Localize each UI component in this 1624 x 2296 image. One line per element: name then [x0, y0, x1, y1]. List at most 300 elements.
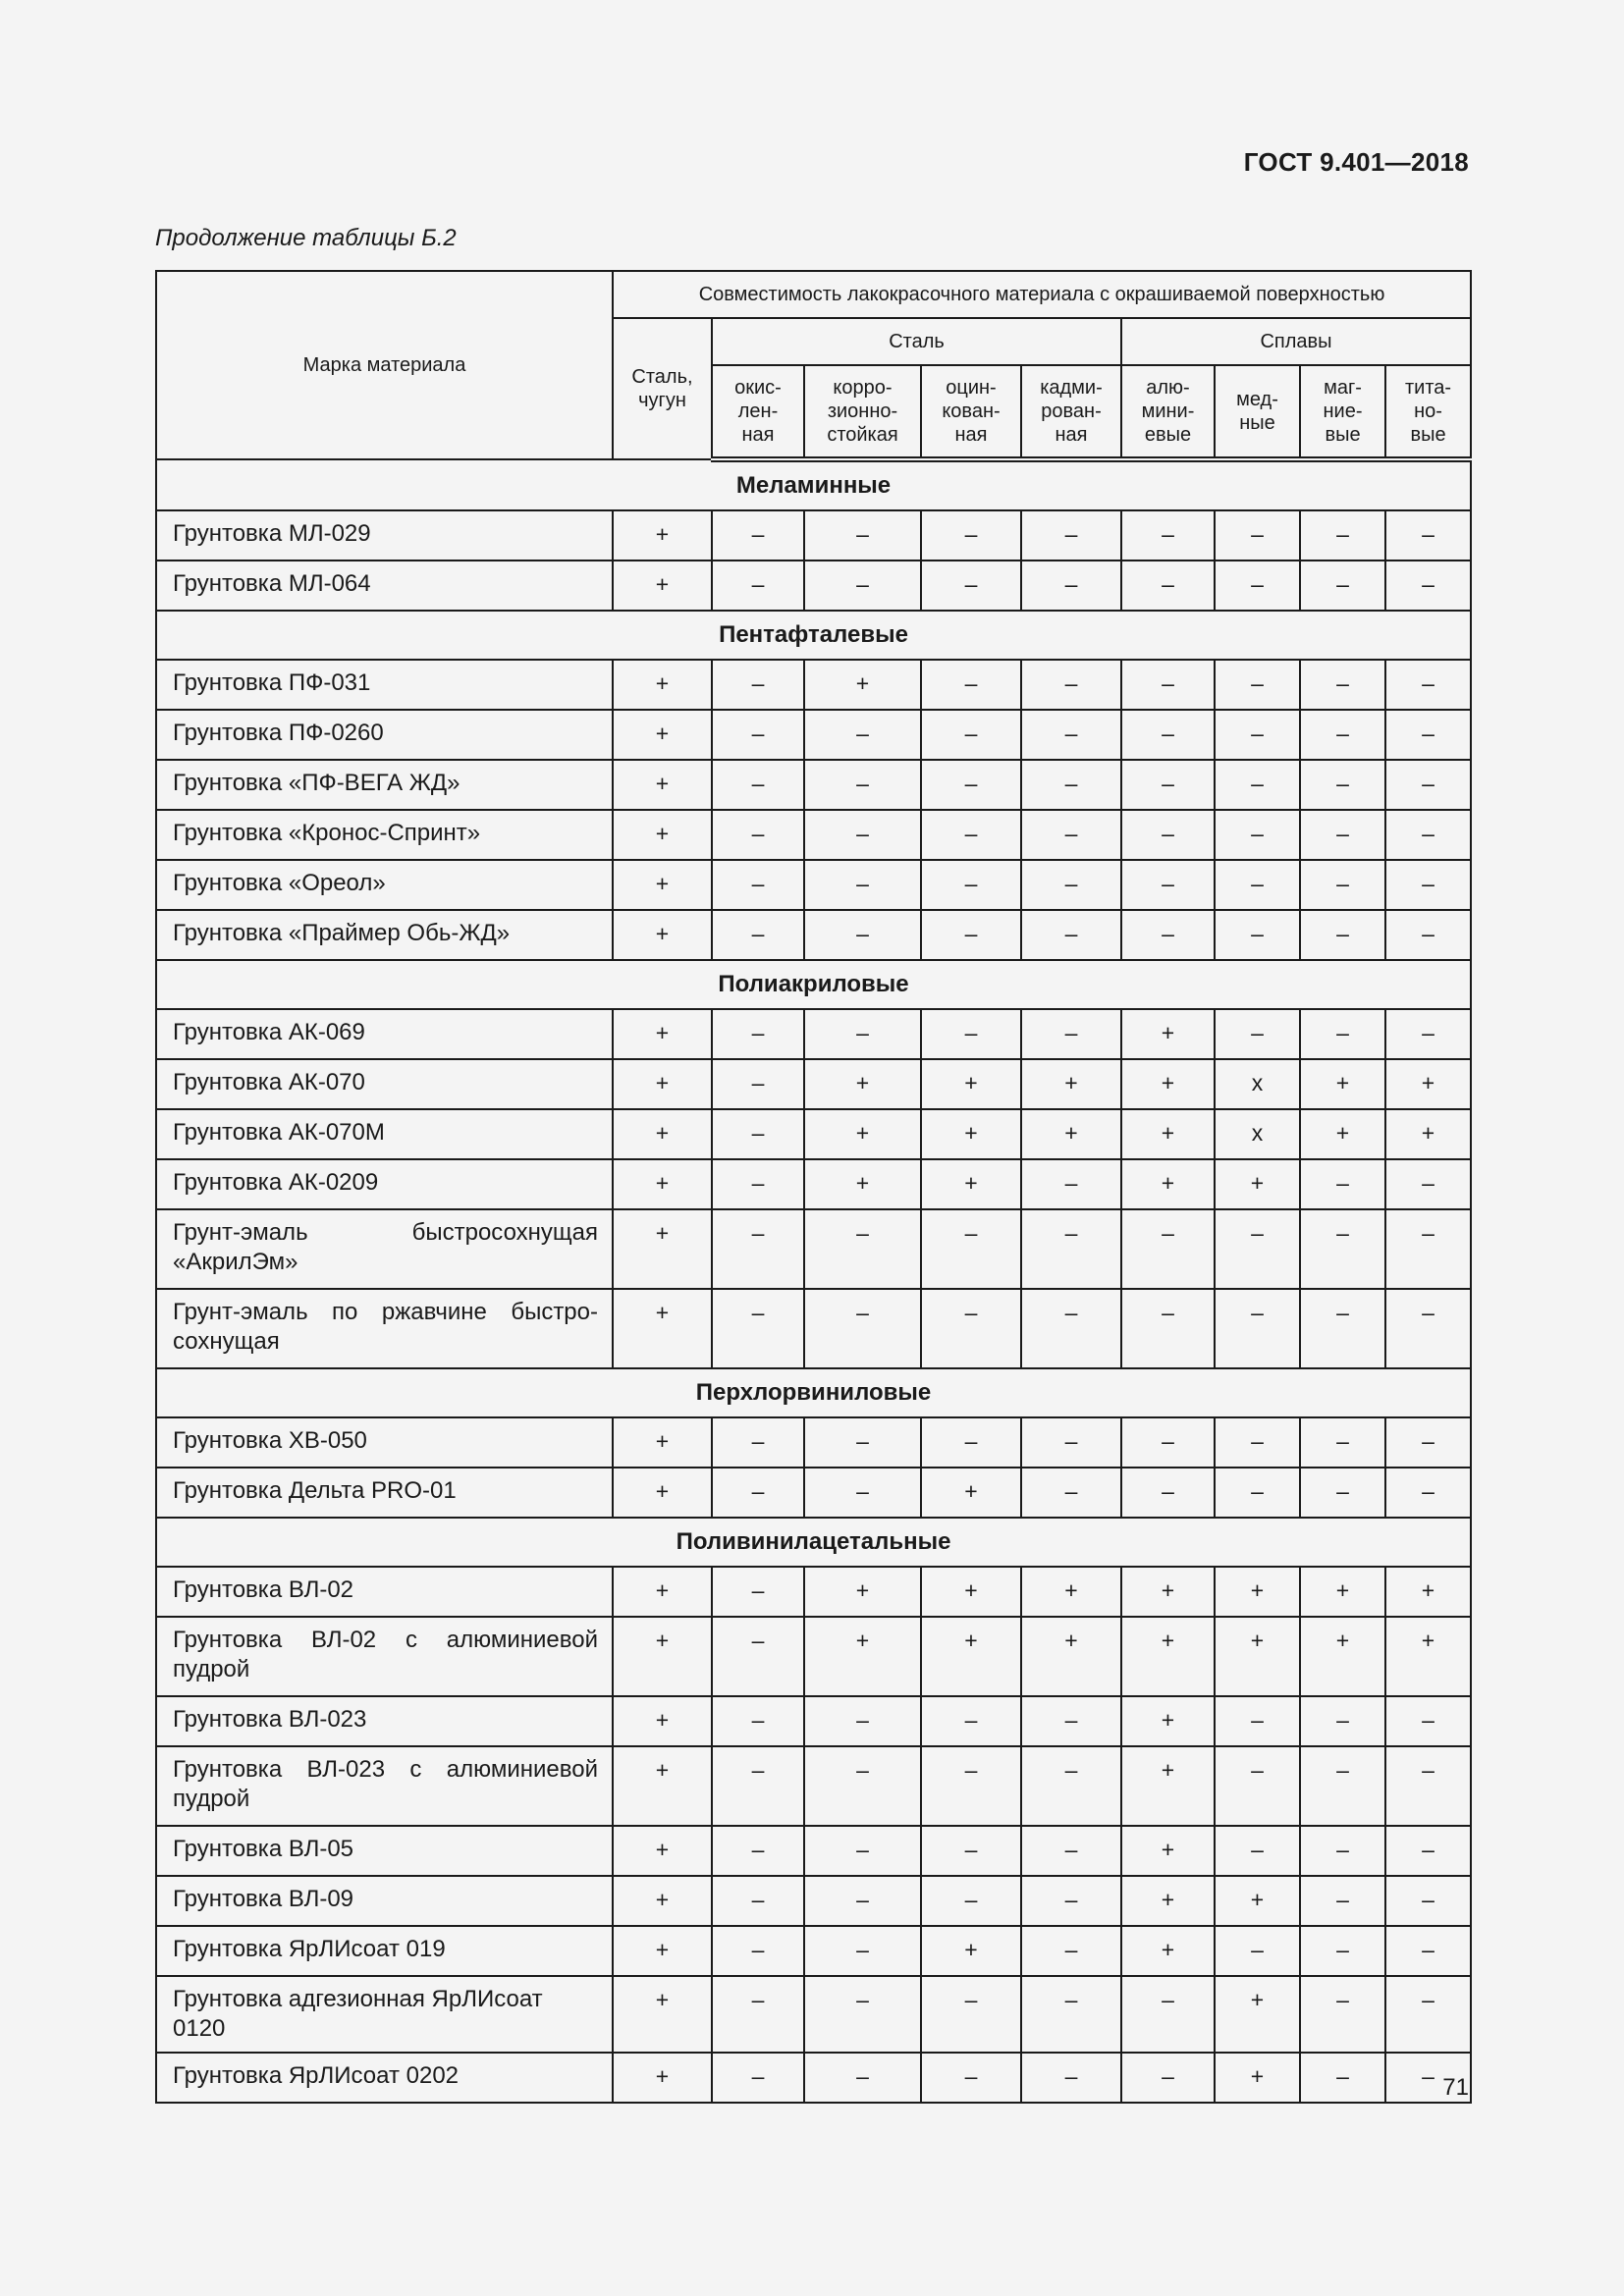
compat-mark: + [1300, 1059, 1385, 1109]
compat-mark: – [921, 561, 1021, 611]
compat-mark: – [1300, 561, 1385, 611]
compat-mark: – [712, 1289, 804, 1368]
material-name: Грунтовка «Праймер Обь-ЖД» [156, 910, 613, 960]
compat-mark: – [804, 1417, 921, 1468]
material-name: Грунтовка адгезионная ЯрЛИсоат 0120 [156, 1976, 613, 2053]
compat-mark: + [1385, 1109, 1471, 1159]
material-name: Грунтовка ВЛ-05 [156, 1826, 613, 1876]
compat-mark: + [921, 1567, 1021, 1617]
table-row [156, 1926, 1471, 1976]
compat-mark: – [921, 1826, 1021, 1876]
compat-mark: – [921, 710, 1021, 760]
table-row [156, 1746, 1471, 1826]
compat-mark: – [1300, 810, 1385, 860]
compat-mark: – [1300, 1746, 1385, 1826]
compat-mark: – [1300, 1976, 1385, 2053]
compat-mark: – [712, 1417, 804, 1468]
compat-mark: + [1121, 1567, 1215, 1617]
compat-mark: – [1300, 760, 1385, 810]
compat-mark: + [804, 1109, 921, 1159]
compat-mark: – [1300, 1159, 1385, 1209]
compat-mark: – [1021, 1289, 1121, 1368]
compat-mark: + [921, 1059, 1021, 1109]
compat-mark: – [712, 2053, 804, 2103]
compat-mark: – [1385, 1009, 1471, 1059]
compat-mark: + [613, 860, 712, 910]
compat-mark: – [1215, 510, 1300, 561]
compat-mark: – [1021, 561, 1121, 611]
material-name: Грунтовка ЯрЛИсоат 019 [156, 1926, 613, 1976]
compat-mark: + [804, 1059, 921, 1109]
compat-mark: – [1385, 2053, 1471, 2103]
compat-mark: – [921, 1289, 1021, 1368]
table-row [156, 1109, 1471, 1159]
compat-mark: – [804, 1009, 921, 1059]
compat-mark: – [804, 1926, 921, 1976]
compat-mark: – [1021, 2053, 1121, 2103]
compat-mark: – [921, 1009, 1021, 1059]
compat-mark: – [921, 1209, 1021, 1289]
material-name: Грунтовка ПФ-031 [156, 660, 613, 710]
compat-mark: + [921, 1617, 1021, 1696]
compat-mark: – [1385, 1289, 1471, 1368]
compat-mark: – [1385, 710, 1471, 760]
compat-mark: + [804, 1617, 921, 1696]
compat-mark: + [613, 910, 712, 960]
table-row [156, 1417, 1471, 1468]
compat-mark: – [1021, 810, 1121, 860]
compat-mark: + [613, 1468, 712, 1518]
compat-mark: – [1121, 510, 1215, 561]
compat-mark: + [613, 510, 712, 561]
compat-mark: – [1021, 910, 1121, 960]
compat-mark: – [1121, 1209, 1215, 1289]
compat-mark: + [613, 1109, 712, 1159]
compat-mark: – [804, 1876, 921, 1926]
compat-mark: + [1121, 1617, 1215, 1696]
compat-mark: + [804, 660, 921, 710]
page-number: 71 [1442, 2074, 1469, 2101]
compat-mark: х [1215, 1109, 1300, 1159]
compat-mark: – [1021, 1009, 1121, 1059]
header-subcolumn: окис- лен- ная [712, 365, 804, 459]
compat-mark: – [921, 810, 1021, 860]
compat-mark: + [804, 1567, 921, 1617]
compat-mark: – [1121, 1976, 1215, 2053]
compat-mark: – [1385, 1826, 1471, 1876]
compat-mark: – [921, 1746, 1021, 1826]
compat-mark: – [804, 1696, 921, 1746]
compat-mark: – [921, 910, 1021, 960]
compat-mark: – [1021, 1696, 1121, 1746]
compat-mark: + [613, 561, 712, 611]
compat-mark: – [804, 860, 921, 910]
compat-mark: – [1021, 710, 1121, 760]
compat-mark: – [712, 1109, 804, 1159]
compat-mark: – [1121, 1468, 1215, 1518]
compat-mark: + [1121, 1696, 1215, 1746]
compat-mark: – [1300, 1876, 1385, 1926]
compat-mark: + [613, 2053, 712, 2103]
compat-mark: + [1215, 1876, 1300, 1926]
compat-mark: – [1021, 1209, 1121, 1289]
compat-mark: + [921, 1159, 1021, 1209]
compat-mark: – [921, 1417, 1021, 1468]
header-subcolumn: алю- мини- евые [1121, 365, 1215, 459]
compat-mark: + [1300, 1567, 1385, 1617]
header-subcolumn: мед- ные [1215, 365, 1300, 459]
compat-mark: – [804, 1826, 921, 1876]
compat-mark: – [921, 860, 1021, 910]
compat-mark: – [804, 910, 921, 960]
compat-mark: – [712, 1976, 804, 2053]
compat-mark: – [712, 860, 804, 910]
compat-mark: + [1215, 1617, 1300, 1696]
compat-mark: + [613, 710, 712, 760]
compat-mark: – [712, 1696, 804, 1746]
header-steel-group: Сталь [712, 318, 1121, 365]
compat-mark: – [1215, 910, 1300, 960]
compat-mark: + [613, 1826, 712, 1876]
compat-mark: – [712, 710, 804, 760]
section-title: Перхлорвиниловые [156, 1368, 1471, 1417]
compat-mark: – [1215, 1209, 1300, 1289]
material-name: Грунтовка ЯрЛИсоат 0202 [156, 2053, 613, 2103]
compat-mark: – [1300, 1468, 1385, 1518]
section-title: Поливинилацетальные [156, 1518, 1471, 1567]
compat-mark: + [613, 810, 712, 860]
compat-mark: – [921, 510, 1021, 561]
table-row [156, 1059, 1471, 1109]
compat-mark: – [1215, 1417, 1300, 1468]
material-name: Грунт-эмаль быстросохнущая «АкрилЭм» [156, 1209, 613, 1289]
compat-mark: + [613, 1746, 712, 1826]
compat-mark: – [1121, 760, 1215, 810]
compat-mark: – [804, 1746, 921, 1826]
table-row [156, 1976, 1471, 2053]
compat-mark: – [1385, 1876, 1471, 1926]
compat-mark: – [804, 1976, 921, 2053]
compat-mark: + [613, 1567, 712, 1617]
compat-mark: – [1300, 510, 1385, 561]
compat-mark: – [1215, 810, 1300, 860]
table-row [156, 1159, 1471, 1209]
compat-mark: – [1215, 860, 1300, 910]
header-material: Марка материала [156, 271, 613, 459]
table-row [156, 810, 1471, 860]
compat-mark: – [1021, 760, 1121, 810]
material-name: Грунтовка МЛ-064 [156, 561, 613, 611]
compat-mark: – [712, 1009, 804, 1059]
compat-mark: + [1021, 1109, 1121, 1159]
compat-mark: + [613, 660, 712, 710]
compat-mark: – [1121, 2053, 1215, 2103]
compat-mark: + [613, 1009, 712, 1059]
compat-mark: + [1385, 1567, 1471, 1617]
compat-mark: – [1385, 1159, 1471, 1209]
compat-mark: + [613, 1876, 712, 1926]
material-name: Грунтовка ПФ-0260 [156, 710, 613, 760]
compat-mark: – [712, 1826, 804, 1876]
compat-mark: – [1385, 1417, 1471, 1468]
compat-mark: – [1385, 810, 1471, 860]
compat-mark: – [804, 510, 921, 561]
compat-mark: + [1021, 1567, 1121, 1617]
compat-mark: – [1300, 1417, 1385, 1468]
header-steel-cast-iron-label: Сталь, чугун [631, 366, 693, 411]
compat-mark: + [613, 1209, 712, 1289]
compat-mark: – [1021, 660, 1121, 710]
table-row [156, 1617, 1471, 1696]
compat-mark: + [1215, 1976, 1300, 2053]
compat-mark: – [1385, 510, 1471, 561]
compat-mark: + [1385, 1617, 1471, 1696]
material-name: Грунтовка Дельта PRO-01 [156, 1468, 613, 1518]
section-row [156, 459, 1471, 510]
table-row [156, 1468, 1471, 1518]
compat-mark: – [1300, 910, 1385, 960]
table-row [156, 1567, 1471, 1617]
compat-mark: – [921, 2053, 1021, 2103]
table-row [156, 860, 1471, 910]
compat-mark: – [1385, 860, 1471, 910]
material-name: Грунтовка «ПФ-ВЕГА ЖД» [156, 760, 613, 810]
table-row [156, 510, 1471, 561]
compat-mark: – [712, 660, 804, 710]
compat-mark: – [804, 760, 921, 810]
compat-mark: – [1300, 1209, 1385, 1289]
compat-mark: – [804, 2053, 921, 2103]
compat-mark: – [1385, 1209, 1471, 1289]
compat-mark: – [1300, 710, 1385, 760]
compat-mark: – [804, 710, 921, 760]
table-caption: Продолжение таблицы Б.2 [155, 225, 457, 251]
compat-mark: + [613, 1059, 712, 1109]
compat-mark: – [1385, 1926, 1471, 1976]
material-name: Грунтовка МЛ-029 [156, 510, 613, 561]
compat-mark: – [1215, 561, 1300, 611]
table-row [156, 1209, 1471, 1289]
compat-mark: – [1021, 1417, 1121, 1468]
compatibility-table [155, 270, 1472, 2104]
compat-mark: – [804, 1289, 921, 1368]
compat-mark: – [1300, 2053, 1385, 2103]
compat-mark: – [1300, 1826, 1385, 1876]
material-name: Грунтовка «Кронос-Спринт» [156, 810, 613, 860]
compat-mark: – [1121, 1417, 1215, 1468]
compat-mark: – [1215, 660, 1300, 710]
header-subcolumn: кадми- рован- ная [1021, 365, 1121, 459]
compat-mark: – [1385, 1976, 1471, 2053]
compat-mark: – [1021, 510, 1121, 561]
table-row [156, 710, 1471, 760]
material-name: Грунтовка ВЛ-02 с алюминиевой пудрой [156, 1617, 613, 1696]
compat-mark: – [1215, 1468, 1300, 1518]
compat-mark: – [921, 1876, 1021, 1926]
compat-mark: – [1121, 910, 1215, 960]
compat-mark: – [1121, 561, 1215, 611]
compat-mark: + [1385, 1059, 1471, 1109]
material-name: Грунтовка ВЛ-02 [156, 1567, 613, 1617]
material-name: Грунтовка ВЛ-023 с алюминиевой пудрой [156, 1746, 613, 1826]
compat-mark: – [712, 1746, 804, 1826]
compat-mark: – [921, 1696, 1021, 1746]
compat-mark: – [1021, 1926, 1121, 1976]
compat-mark: – [1121, 660, 1215, 710]
compat-mark: – [712, 510, 804, 561]
compat-mark: – [712, 910, 804, 960]
material-name: Грунт-эмаль по ржавчине быстро-сохнущая [156, 1289, 613, 1368]
compat-mark: + [1215, 1567, 1300, 1617]
compat-mark: – [712, 1617, 804, 1696]
compat-mark: + [613, 1159, 712, 1209]
compat-mark: + [921, 1926, 1021, 1976]
table-row [156, 1009, 1471, 1059]
compat-mark: – [1300, 1696, 1385, 1746]
header-subcolumn: оцин- кован- ная [921, 365, 1021, 459]
compat-mark: – [1121, 810, 1215, 860]
compat-mark: – [1385, 660, 1471, 710]
compat-mark: + [921, 1468, 1021, 1518]
header-alloys-group: Сплавы [1121, 318, 1471, 365]
compat-mark: – [1300, 660, 1385, 710]
compat-mark: – [712, 1926, 804, 1976]
compat-mark: – [712, 1209, 804, 1289]
material-name: Грунтовка «Ореол» [156, 860, 613, 910]
compat-mark: + [613, 1617, 712, 1696]
compat-mark: + [1021, 1617, 1121, 1696]
compat-mark: – [804, 810, 921, 860]
header-subcolumn: корро- зионно- стойкая [804, 365, 921, 459]
table-row [156, 1696, 1471, 1746]
material-name: Грунтовка АК-070М [156, 1109, 613, 1159]
compat-mark: – [804, 1209, 921, 1289]
compat-mark: – [1121, 1289, 1215, 1368]
compat-mark: + [613, 1289, 712, 1368]
compat-mark: – [1385, 910, 1471, 960]
table-row [156, 760, 1471, 810]
compat-mark: – [712, 1567, 804, 1617]
compat-mark: – [1215, 1926, 1300, 1976]
table-row [156, 910, 1471, 960]
compat-mark: + [1121, 1926, 1215, 1976]
compat-mark: – [921, 1976, 1021, 2053]
table-row [156, 561, 1471, 611]
compat-mark: + [1215, 2053, 1300, 2103]
compat-mark: – [804, 561, 921, 611]
compat-mark: – [921, 660, 1021, 710]
compat-mark: – [1300, 860, 1385, 910]
compat-mark: – [712, 810, 804, 860]
compat-mark: + [1121, 1826, 1215, 1876]
section-row [156, 960, 1471, 1009]
section-row [156, 1368, 1471, 1417]
compat-mark: + [1121, 1059, 1215, 1109]
compat-mark: – [1215, 760, 1300, 810]
table-row [156, 1289, 1471, 1368]
compat-mark: + [1121, 1159, 1215, 1209]
header-compatibility: Совместимость лакокрасочного материала с окрашиваемой поверхностью [613, 271, 1471, 318]
compat-mark: + [1121, 1109, 1215, 1159]
compat-mark: – [921, 760, 1021, 810]
compat-mark: + [613, 1696, 712, 1746]
compat-mark: – [712, 561, 804, 611]
compat-mark: – [712, 1059, 804, 1109]
table-row [156, 1826, 1471, 1876]
compat-mark: + [613, 1926, 712, 1976]
compat-mark: – [712, 1468, 804, 1518]
compat-mark: – [1385, 561, 1471, 611]
compat-mark: – [1121, 710, 1215, 760]
compat-mark: х [1215, 1059, 1300, 1109]
material-name: Грунтовка АК-0209 [156, 1159, 613, 1209]
table-row [156, 1876, 1471, 1926]
table-body [156, 459, 1471, 2103]
material-name: Грунтовка ХВ-050 [156, 1417, 613, 1468]
section-title: Пентафталевые [156, 611, 1471, 660]
compat-mark: – [1021, 1468, 1121, 1518]
section-title: Полиакриловые [156, 960, 1471, 1009]
compat-mark: – [1215, 1746, 1300, 1826]
section-row [156, 1518, 1471, 1567]
compat-mark: + [613, 1417, 712, 1468]
compat-mark: – [1215, 1009, 1300, 1059]
compat-mark: + [1121, 1746, 1215, 1826]
compat-mark: – [1021, 1826, 1121, 1876]
compat-mark: + [1121, 1009, 1215, 1059]
compat-mark: – [1215, 710, 1300, 760]
compat-mark: – [1021, 1746, 1121, 1826]
compat-mark: – [1385, 760, 1471, 810]
header-subcolumn: тита- но- вые [1385, 365, 1471, 459]
compat-mark: + [613, 1976, 712, 2053]
table-row [156, 2053, 1471, 2103]
compat-mark: – [712, 760, 804, 810]
material-name: Грунтовка ВЛ-09 [156, 1876, 613, 1926]
section-title: Меламинные [156, 459, 1471, 510]
compat-mark: – [1385, 1746, 1471, 1826]
table-row [156, 660, 1471, 710]
header-steel-cast-iron [613, 318, 712, 459]
material-name: Грунтовка АК-069 [156, 1009, 613, 1059]
compat-mark: – [1300, 1926, 1385, 1976]
compat-mark: – [712, 1159, 804, 1209]
header-subcolumn: маг- ние- вые [1300, 365, 1385, 459]
compat-mark: – [1300, 1009, 1385, 1059]
compat-mark: – [1121, 860, 1215, 910]
compat-mark: + [613, 760, 712, 810]
compat-mark: + [1215, 1159, 1300, 1209]
compat-mark: – [1021, 1876, 1121, 1926]
compat-mark: + [1121, 1876, 1215, 1926]
compat-mark: – [1021, 860, 1121, 910]
compat-mark: – [1021, 1976, 1121, 2053]
compat-mark: – [1385, 1468, 1471, 1518]
material-name: Грунтовка АК-070 [156, 1059, 613, 1109]
compat-mark: – [1385, 1696, 1471, 1746]
compat-mark: + [804, 1159, 921, 1209]
compat-mark: + [1300, 1617, 1385, 1696]
document-code: ГОСТ 9.401—2018 [1243, 147, 1469, 177]
compat-mark: + [921, 1109, 1021, 1159]
material-name: Грунтовка ВЛ-023 [156, 1696, 613, 1746]
compat-mark: – [1215, 1826, 1300, 1876]
compat-mark: – [1300, 1289, 1385, 1368]
compat-mark: – [804, 1468, 921, 1518]
compat-mark: – [1215, 1289, 1300, 1368]
compat-mark: – [1215, 1696, 1300, 1746]
compat-mark: – [1021, 1159, 1121, 1209]
